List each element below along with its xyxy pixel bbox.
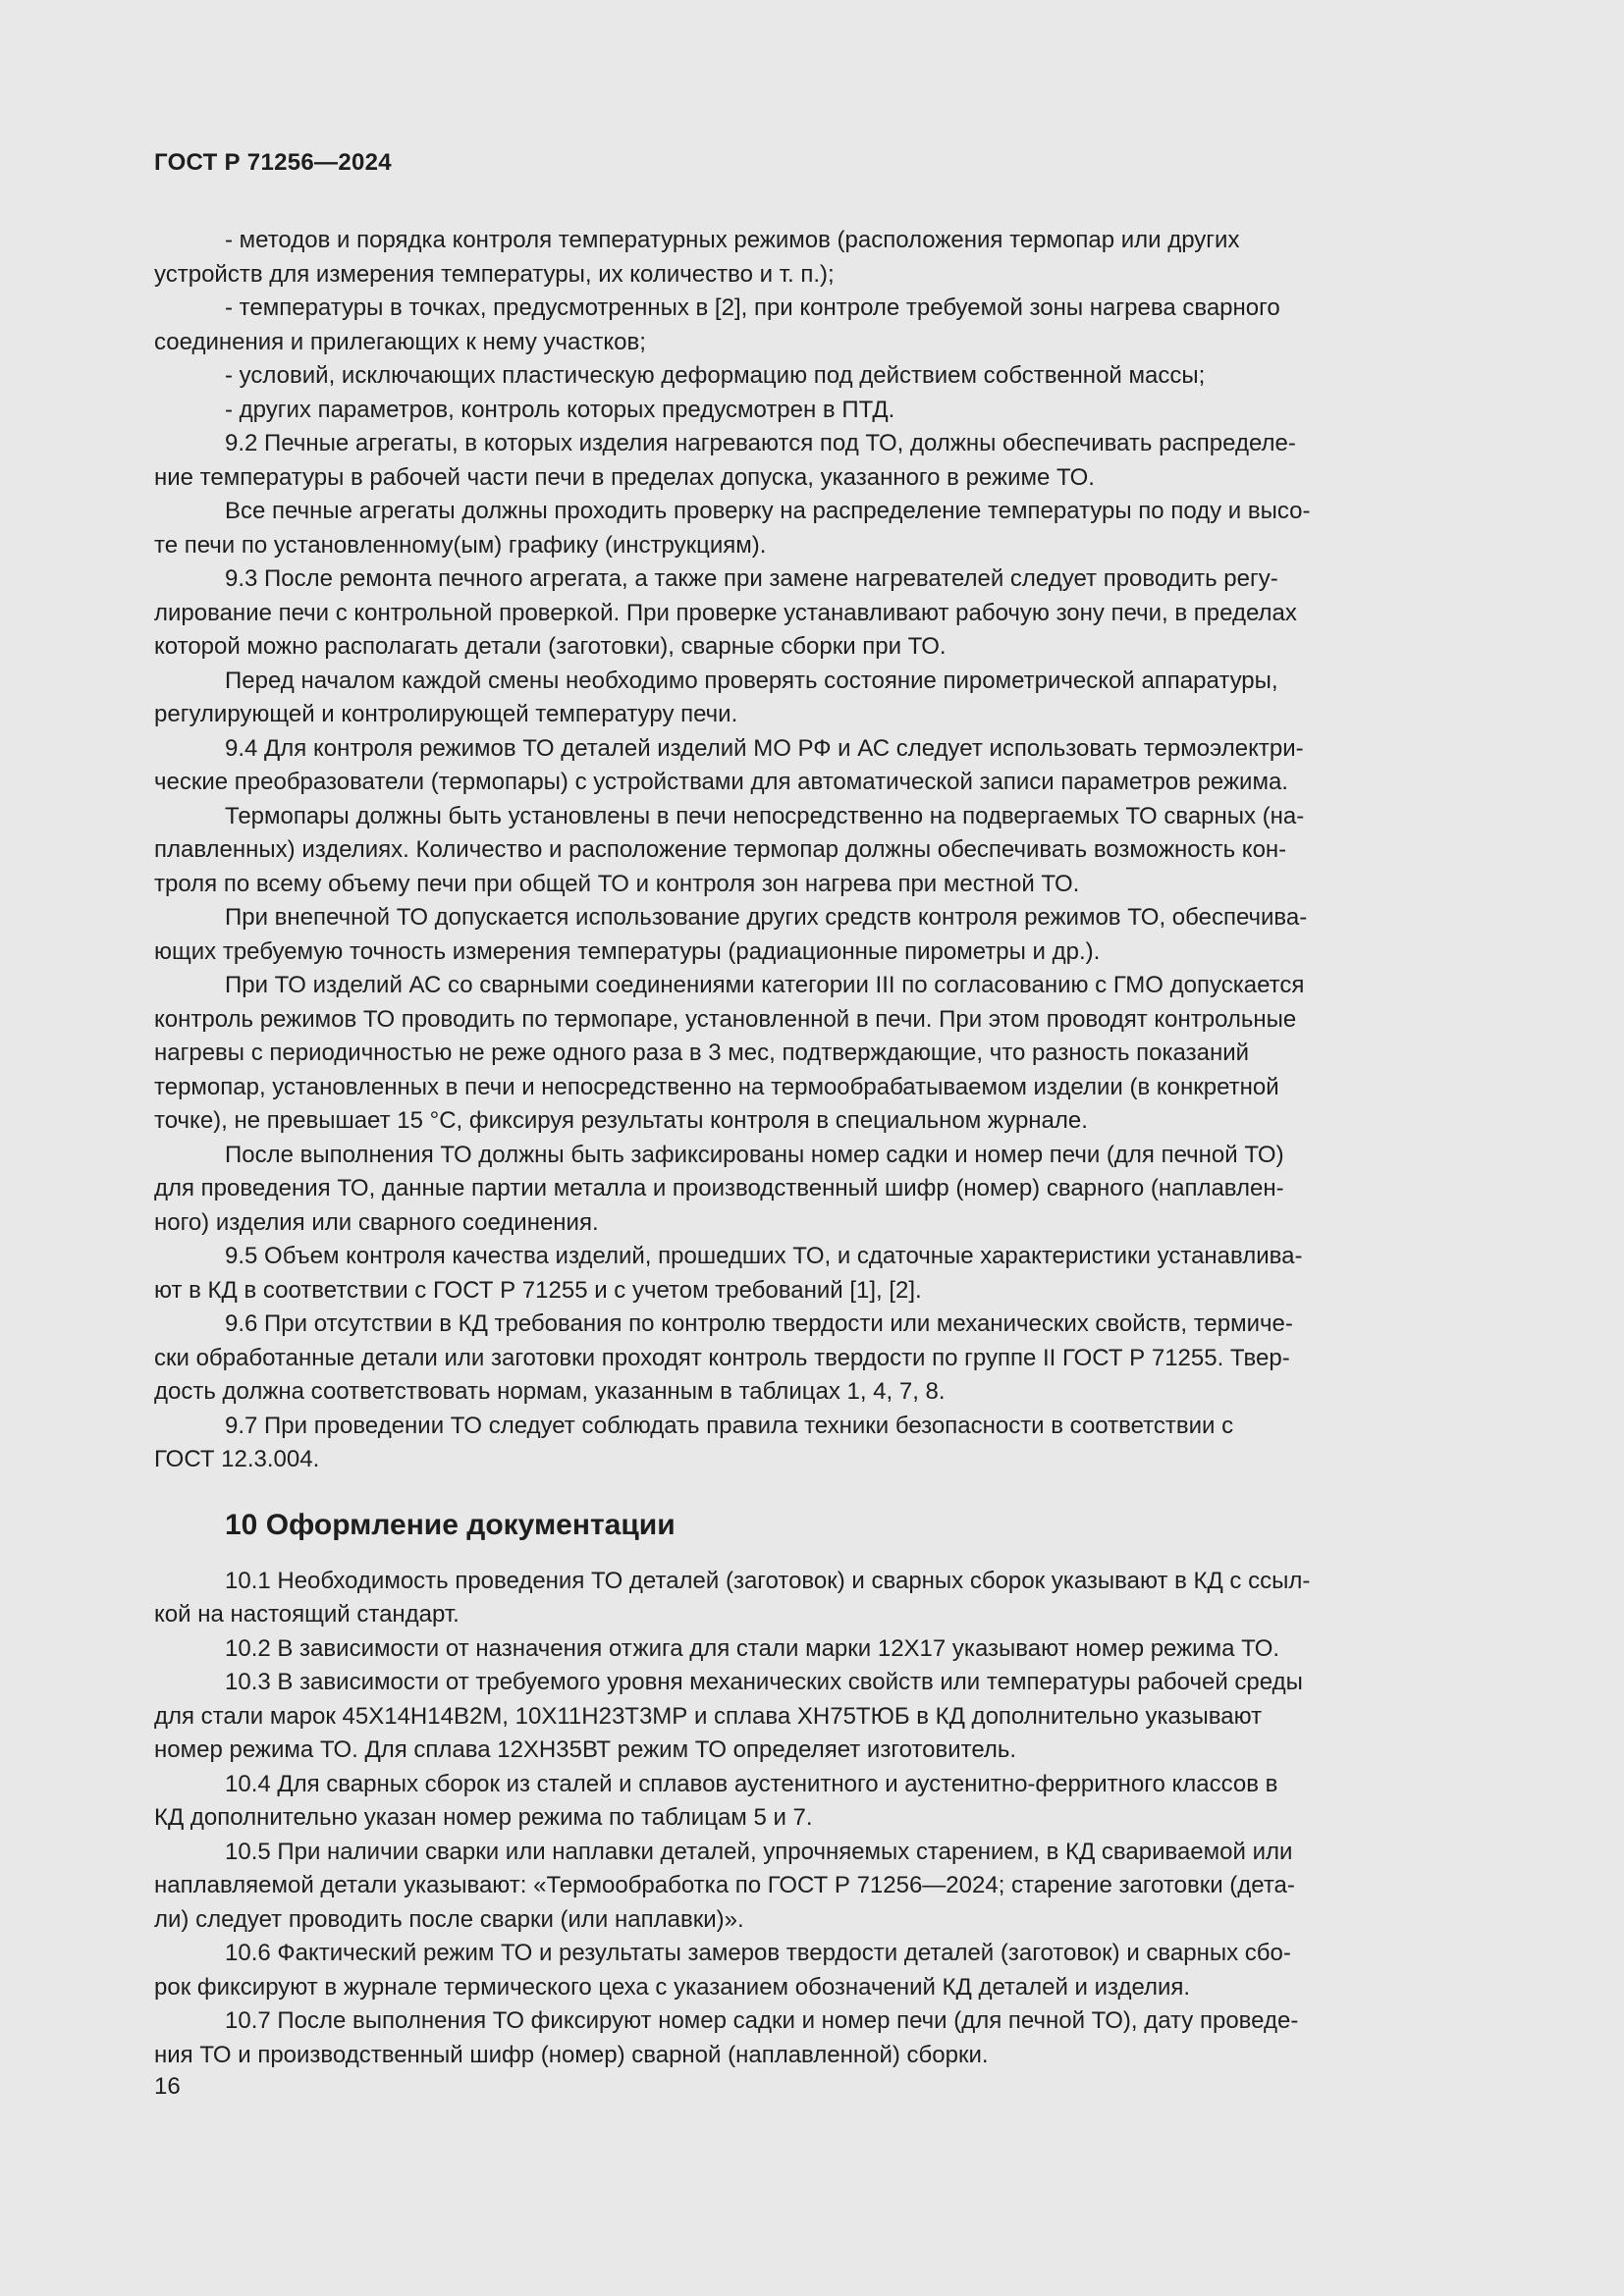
clause-10-4: 10.4 Для сварных сборок из сталей и сплавов аустенитного и аустенитно-ферритного классов в КД дополнительно указан номер режима по таблицам 5 и 7. — [154, 1770, 1278, 1831]
clause-9-2: 9.2 Печные агрегаты, в которых изделия нагреваются под ТО, должны обеспечивать распределе- ние температуры в рабочей части печи в пределах допуска, указанного в режиме ТО. — [154, 430, 1296, 491]
clause-9-4-out-of-furnace: При внепечной ТО допускается использование других средств контроля режимов ТО, обеспечива- ющих требуемую точность измерения температуры (радиационные пирометры и др.). — [154, 904, 1308, 965]
clause-10-2: 10.2 В зависимости от назначения отжига для стали марки 12Х17 указывают номер режима ТО. — [225, 1634, 1280, 1662]
document-body — [154, 224, 1469, 2072]
clause-9-5: 9.5 Объем контроля качества изделий, прошедших ТО, и сдаточные характеристики устанавлива- ют в КД в соответствии с ГОСТ Р 71255 и с учетом требований [1], [2]. — [154, 1243, 1303, 1304]
page-number: 16 — [154, 2073, 181, 2100]
clause-9-4-thermocouples: Термопары должны быть установлены в печи непосредственно на подвергаемых ТО сварных (на- плавленных) изделиях. Количество и расположение термопар должны обеспечивать возможность кон- троля по всему объему печи при общей ТО и контроля зон нагрева при местной ТО. — [154, 802, 1305, 897]
list-item-temperatures: - температуры в точках, предусмотренных в [2], при контроле требуемой зоны нагрева сварного соединения и прилегающих к нему участков; — [154, 294, 1280, 355]
section-9-continued — [154, 224, 1469, 1477]
clause-9-6: 9.6 При отсутствии в КД требования по контролю твердости или механических свойств, термиче- ски обработанные детали или заготовки проходят контроль твердости по группе II ГОСТ Р 71255. Твер- дость должна соответствовать нормам, указанным в таблицах 1, 4, 7, 8. — [154, 1310, 1293, 1405]
clause-9-4: 9.4 Для контроля режимов ТО деталей изделий МО РФ и АС следует использовать термоэлектри- ческие преобразователи (термопары) с устройствами для автоматической записи параметров режима. — [154, 734, 1304, 795]
clause-9-4-as-products: При ТО изделий АС со сварными соединениями категории III по согласованию с ГМО допускается контроль режимов ТО проводить по термопаре, установленной в печи. При этом проводят контрольные нагревы с периодичностью не реже одного раза в 3 мес, подтверждающие, что разность показаний термопар, установленных в печи и непосредственно на термообрабатываемом изделии (в конкретной точке), не превышает 15 °С, фиксируя результаты контроля в специальном журнале. — [154, 972, 1305, 1134]
clause-10-3: 10.3 В зависимости от требуемого уровня механических свойств или температуры рабочей среды для стали марок 45Х14Н14В2М, 10Х11Н23Т3МР и сплава ХН75ТЮБ в КД дополнительно указывают номер режима ТО. Для сплава 12ХН35ВТ режим ТО определяет изготовитель. — [154, 1669, 1303, 1763]
clause-9-3-text: Перед началом каждой смены необходимо проверять состояние пирометрической аппаратуры, регулирующей и контролирующей температуру печи. — [154, 667, 1278, 727]
clause-9-3: 9.3 После ремонта печного агрегата, а также при замене нагревателей следует проводить регу- лирование печи с контрольной проверкой. При проверке устанавливают рабочую зону печи, в пределах которой можно располагать детали (заготовки), сварные сборки при ТО. — [154, 565, 1297, 660]
clause-9-7: 9.7 При проведении ТО следует соблюдать правила техники безопасности в соответствии с ГОСТ 12.3.004. — [154, 1412, 1234, 1472]
clause-10-7: 10.7 После выполнения ТО фиксируют номер садки и номер печи (для печной ТО), дату проведе- ния ТО и производственный шифр (номер) сварной (наплавленной) сборки. — [154, 2007, 1299, 2068]
list-item-other-params: - других параметров, контроль которых предусмотрен в ПТД. — [225, 396, 895, 423]
clause-10-1: 10.1 Необходимость проведения ТО деталей (заготовок) и сварных сборок указывают в КД с ссыл- кой на настоящий стандарт. — [154, 1567, 1311, 1628]
list-item-conditions: - условий, исключающих пластическую деформацию под действием собственной массы; — [225, 362, 1206, 389]
section-10-title: 10 Оформление документации — [225, 1508, 676, 1541]
section-10 — [154, 1565, 1469, 2073]
document-header: ГОСТ Р 71256—2024 — [154, 149, 392, 176]
clause-9-4-after-ht: После выполнения ТО должны быть зафиксированы номер садки и номер печи (для печной ТО) для проведения ТО, данные партии металла и производственный шифр (номер) сварного (наплавлен- ного) изделия или сварного соединения. — [154, 1141, 1284, 1236]
clause-9-2-text: Все печные агрегаты должны проходить проверку на распределение температуры по поду и высо- те печи по установленному(ым) графику (инструкциям). — [154, 498, 1311, 559]
clause-10-6: 10.6 Фактический режим ТО и результаты замеров твердости деталей (заготовок) и сварных сбо- рок фиксируют в журнале термического цеха с указанием обозначений КД деталей и изделия. — [154, 1940, 1291, 2001]
clause-10-5: 10.5 При наличии сварки или наплавки деталей, упрочняемых старением, в КД свариваемой или наплавляемой детали указывают: «Термообработка по ГОСТ Р 71256—2024; старение заготовки (дета- ли) следует проводить после сварки (или наплавки)». — [154, 1838, 1295, 1933]
list-item-methods: - методов и порядка контроля температурных режимов (расположения термопар или других устройств для измерения температуры, их количество и т. п.); — [154, 227, 1240, 288]
